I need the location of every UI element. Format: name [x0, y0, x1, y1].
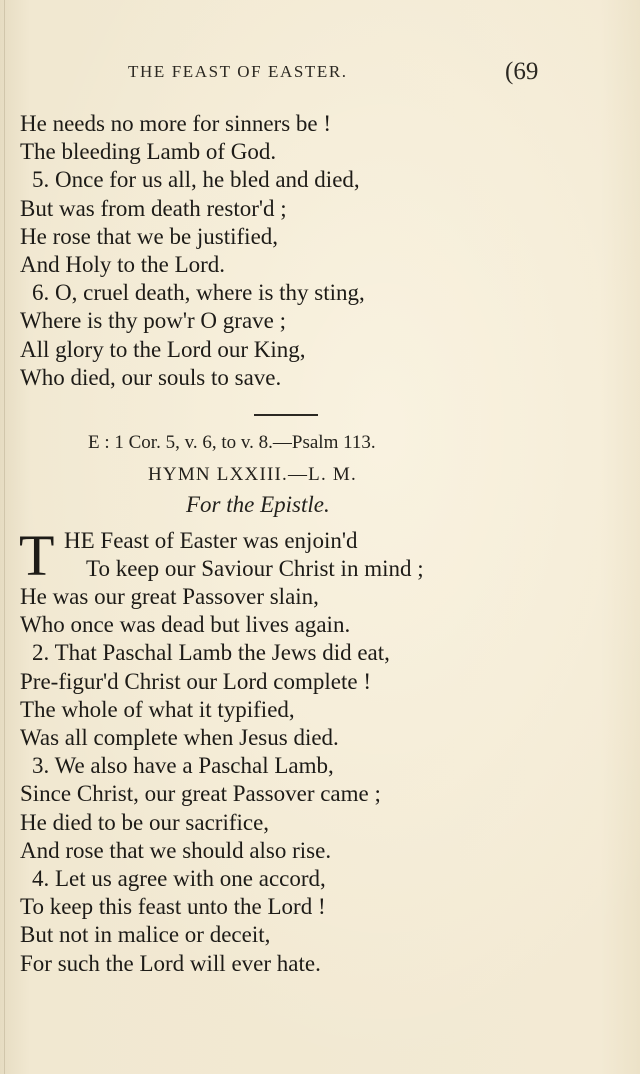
- verse-line: Pre-figur'd Christ our Lord complete !: [20, 668, 371, 694]
- hymn-opening: [64, 527, 624, 583]
- hymn-continuation: [20, 110, 620, 392]
- verse-line: Who died, our souls to save.: [20, 364, 282, 390]
- verse-line: But was from death restor'd ;: [20, 195, 287, 221]
- section-divider: [254, 414, 318, 416]
- verse-line: To keep this feast unto the Lord !: [20, 894, 326, 920]
- verse-line: The whole of what it typified,: [20, 696, 295, 722]
- running-head: [0, 58, 640, 88]
- verse-line: And rose that we should also rise.: [20, 837, 332, 863]
- verse-line: Where is thy pow'r O grave ;: [20, 308, 287, 334]
- verse-line: The bleeding Lamb of God.: [20, 139, 277, 165]
- verse-line: Who once was dead but lives again.: [20, 612, 351, 638]
- verse-line: And Holy to the Lord.: [20, 252, 226, 278]
- hymn-body: [20, 583, 620, 978]
- verse-line: To keep our Saviour Christ in mind ;: [86, 556, 424, 582]
- verse-line: 2. That Paschal Lamb the Jews did eat,: [32, 640, 390, 666]
- drop-cap: T: [19, 523, 55, 588]
- verse-line: 5. Once for us all, he bled and died,: [32, 167, 360, 193]
- page-number: (69: [505, 58, 539, 85]
- verse-line: He was our great Passover slain,: [20, 584, 319, 609]
- verse-line: For such the Lord will ever hate.: [20, 950, 321, 976]
- verse-line: 3. We also have a Paschal Lamb,: [32, 753, 334, 779]
- verse-line: 4. Let us agree with one accord,: [32, 866, 326, 892]
- scripture-reference: E : 1 Cor. 5, v. 6, to v. 8.—Psalm 113.: [88, 432, 376, 453]
- verse-line: He rose that we be justified,: [20, 223, 279, 249]
- running-title: THE FEAST OF EASTER.: [128, 62, 348, 81]
- verse-line: Since Christ, our great Passover came ;: [20, 781, 381, 807]
- hymn-subtitle: For the Epistle.: [186, 492, 330, 517]
- verse-line: All glory to the Lord our King,: [20, 336, 306, 362]
- page-gutter: [4, 0, 15, 1074]
- verse-line: He needs no more for sinners be !: [20, 111, 332, 136]
- verse-line: HE Feast of Easter was enjoin'd: [64, 528, 358, 553]
- hymn-title: HYMN LXXIII.—L. M.: [148, 464, 357, 485]
- verse-line: 6. O, cruel death, where is thy sting,: [32, 280, 365, 306]
- verse-line: But not in malice or deceit,: [20, 922, 271, 948]
- verse-line: He died to be our sacrifice,: [20, 809, 270, 835]
- verse-line: Was all complete when Jesus died.: [20, 725, 339, 751]
